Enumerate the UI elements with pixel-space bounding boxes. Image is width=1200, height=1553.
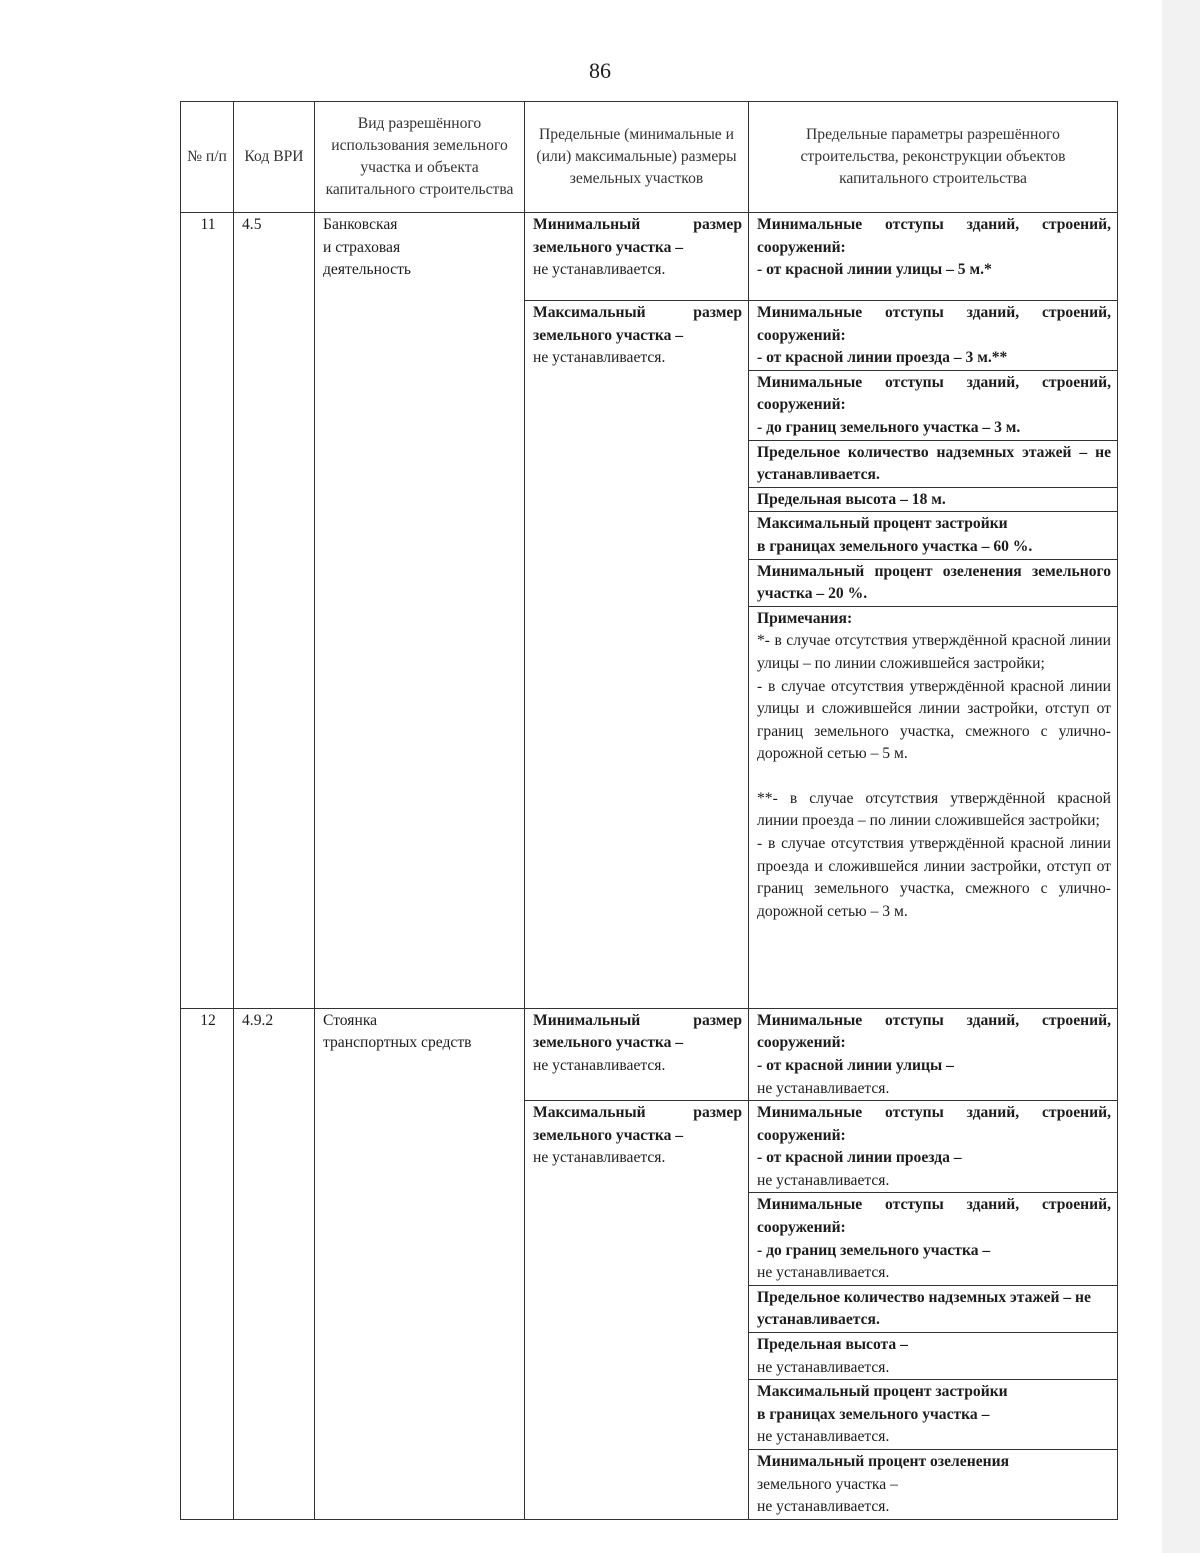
- param-value: в границах земельного участка – 60 %.: [757, 537, 1033, 555]
- param-head: Предельная высота –: [757, 1336, 908, 1354]
- header-num: № п/п: [181, 102, 234, 213]
- max-size-value: не устанавливается.: [533, 1149, 666, 1167]
- min-size-value: не устанавливается.: [533, 1056, 666, 1074]
- use-line: Стоянка: [323, 1011, 378, 1029]
- param-cell: [749, 1008, 1118, 1100]
- param-head: Минимальные отступы зданий, строений, сооружений:: [757, 1196, 1111, 1237]
- max-size-label: Максимальный размер земельного участка –: [533, 304, 742, 344]
- note-text: - в случае отсутствия утверждённой красной линии проезда и сложившейся линии застройки, отступ от границ земельного участка, смежного с улично-дорожной сетью – 3 м.: [757, 835, 1111, 920]
- row-use: [315, 1008, 525, 1519]
- page-number: 86: [589, 58, 611, 83]
- table-row: [181, 1008, 1118, 1100]
- use-line: транспортных средств: [323, 1034, 472, 1052]
- param-head: Максимальный процент застройки: [757, 1383, 1008, 1401]
- param-cell: [749, 1193, 1118, 1285]
- param-head: Минимальные отступы зданий, строений, сооружений:: [757, 1104, 1111, 1144]
- param-cell: [749, 213, 1118, 301]
- max-size-label: Максимальный размер земельного участка –: [533, 1104, 742, 1144]
- param-cell: Предельное количество надземных этажей – не устанавливается.: [749, 1285, 1118, 1332]
- use-line: и страховая: [323, 238, 401, 256]
- param-cell: Предельная высота – 18 м.: [749, 487, 1118, 512]
- param-tail: не устанавливается.: [757, 1079, 890, 1097]
- param-head: Максимальный процент застройки: [757, 515, 1008, 533]
- param-tail: не устанавливается.: [757, 1171, 890, 1189]
- min-size-value: не устанавливается.: [533, 261, 666, 279]
- min-size-cell: [525, 213, 749, 301]
- param-value: - до границ земельного участка – 3 м.: [757, 418, 1021, 436]
- table-row: [181, 213, 1118, 301]
- param-tail: не устанавливается.: [757, 1498, 890, 1516]
- min-size-cell: [525, 1008, 749, 1100]
- param-cell: Предельное количество надземных этажей – не устанавливается.: [749, 440, 1118, 487]
- param-cell: [749, 1333, 1118, 1380]
- row-code: 4.9.2: [234, 1008, 315, 1519]
- scan-edge-strip: [1162, 0, 1200, 1553]
- param-head: Минимальный процент озеленения: [757, 1453, 1010, 1470]
- param-tail: не устанавливается.: [757, 1428, 890, 1446]
- max-size-value: не устанавливается.: [533, 349, 666, 367]
- row-use: [315, 213, 525, 1009]
- use-line: деятельность: [323, 261, 412, 279]
- param-head: Минимальные отступы зданий, строений, сооружений:: [757, 304, 1111, 344]
- param-cell: [749, 1380, 1118, 1450]
- table-header-row: [181, 102, 1118, 213]
- param-cell: [749, 1450, 1118, 1520]
- param-tail: не устанавливается.: [757, 1264, 890, 1282]
- param-value: - от красной линии улицы –: [757, 1056, 954, 1074]
- use-line: Банковская: [323, 216, 398, 233]
- min-size-label: Минимальный размер земельного участка –: [533, 1011, 742, 1052]
- param-cell: Минимальный процент озеленения земельного участка – 20 %.: [749, 559, 1118, 606]
- note-text: **- в случае отсутствия утверждённой красной линии проезда – по линии сложившейся застройки;: [757, 789, 1111, 830]
- param-cell: [749, 301, 1118, 371]
- param-cell: [749, 512, 1118, 559]
- param-head: Минимальные отступы зданий, строений, сооружений:: [757, 1011, 1111, 1052]
- note-spacer: [757, 766, 1111, 788]
- notes-title: Примечания:: [757, 609, 853, 627]
- min-size-label: Минимальный размер земельного участка –: [533, 216, 742, 256]
- row-code: 4.5: [234, 213, 315, 1009]
- notes-cell: [749, 606, 1118, 1008]
- param-value: земельного участка –: [757, 1475, 898, 1493]
- header-code: Код ВРИ: [234, 102, 315, 213]
- param-value: - от красной линии проезда –: [757, 1149, 962, 1167]
- param-head: Минимальные отступы зданий, строений, сооружений:: [757, 216, 1111, 256]
- note-text: - в случае отсутствия утверждённой красной линии улицы и сложившейся линии застройки, отступ от границ земельного участка, смежного с улично-дорожной сетью – 5 м.: [757, 677, 1111, 763]
- row-num: 12: [181, 1008, 234, 1519]
- header-params: Предельные параметры разрешённого строительства, реконструкции объектов капитального строительства: [749, 102, 1118, 213]
- param-value: - от красной линии проезда – 3 м.**: [757, 349, 1008, 367]
- param-tail: не устанавливается.: [757, 1358, 890, 1376]
- zoning-parameters-table: [180, 101, 1118, 1520]
- param-head: Минимальные отступы зданий, строений, сооружений:: [757, 373, 1111, 414]
- param-value: - до границ земельного участка –: [757, 1241, 991, 1259]
- param-cell: [749, 370, 1118, 440]
- param-cell: [749, 1101, 1118, 1193]
- max-size-cell: [525, 1101, 749, 1520]
- note-text: *- в случае отсутствия утверждённой красной линии улицы – по линии сложившейся застройки;: [757, 632, 1111, 672]
- param-value: в границах земельного участка –: [757, 1405, 990, 1423]
- header-sizes: Предельные (минимальные и (или) максимальные) размеры земельных участков: [525, 102, 749, 213]
- row-num: 11: [181, 213, 234, 1009]
- param-value: - от красной линии улицы – 5 м.*: [757, 261, 992, 279]
- header-use: Вид разрешённого использования земельного участка и объекта капитального строительства: [315, 102, 525, 213]
- max-size-cell: [525, 301, 749, 1009]
